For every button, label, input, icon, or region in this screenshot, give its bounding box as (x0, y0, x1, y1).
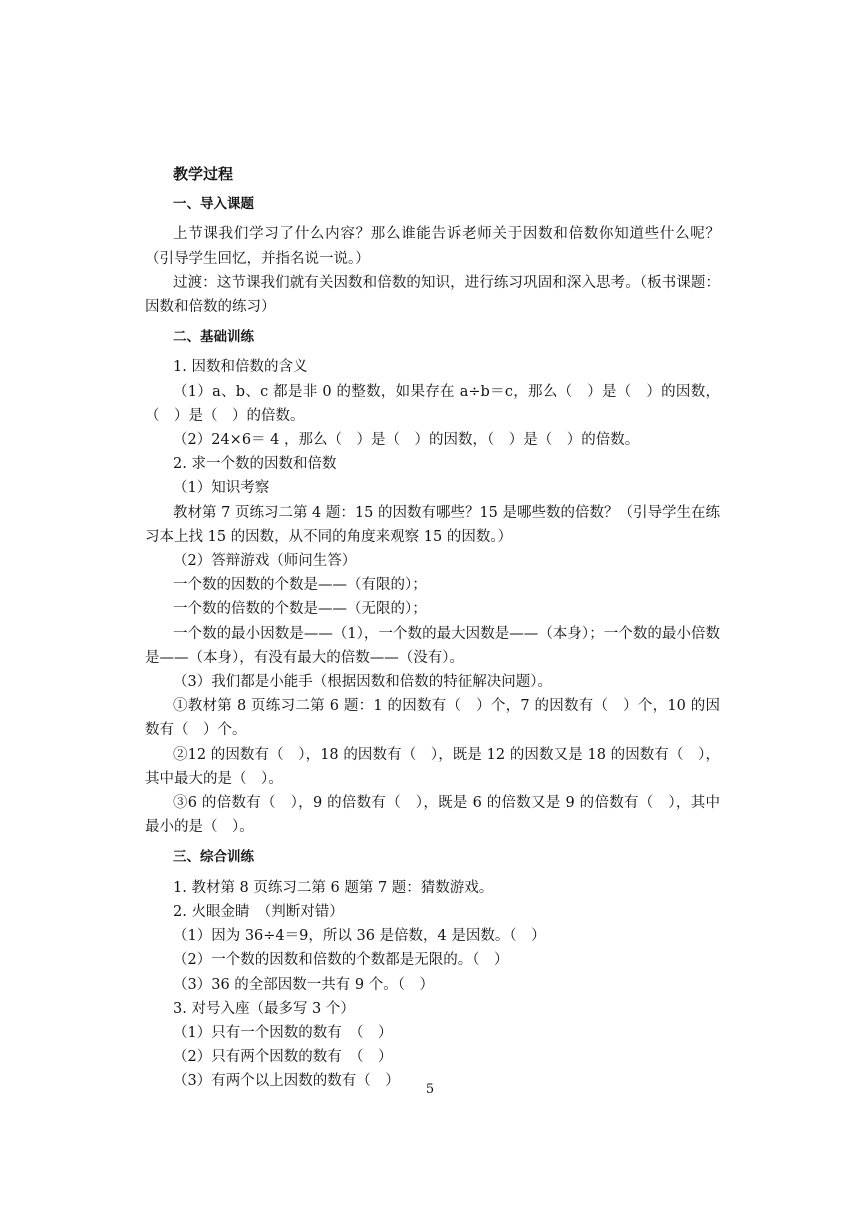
list-item: （1）知识考察 (173, 480, 270, 497)
page-title: 教学过程 (173, 165, 234, 183)
list-item: （3）36 的全部因数一共有 9 个。（ ） (173, 976, 434, 993)
list-item: 3. 对号入座（最多写 3 个） (173, 1000, 355, 1017)
list-item: （2）24×6＝ 4 ，那么（ ）是（ ）的因数，（ ）是（ ）的倍数。 (173, 432, 640, 449)
document-body (145, 162, 720, 1094)
section-heading-intro: 一、导入课题 (173, 196, 254, 213)
paragraph: 一个数的最小因数是——（1），一个数的最大因数是——（本身）；一个数的最小倍数是——（本身），有没有最大的倍数——（没有）。 (145, 625, 720, 666)
list-item: 2. 求一个数的因数和倍数 (173, 456, 337, 473)
list-item: 一个数的倍数的个数是——（无限的）； (173, 601, 427, 618)
list-item: （1）只有一个因数的数有 （ ） (173, 1024, 393, 1041)
list-item: 1. 因数和倍数的含义 (173, 359, 308, 376)
list-item: 2. 火眼金睛 （判断对错） (173, 903, 344, 920)
page-number: 5 (425, 1082, 435, 1097)
section-heading-basic: 二、基础训练 (173, 329, 254, 346)
list-item: （3）我们都是小能手（根据因数和倍数的特征解决问题）。 (173, 674, 552, 691)
list-item: （3）有两个以上因数的数有（ ） (173, 1073, 400, 1090)
list-item: ③6 的倍数有（ ），9 的倍数有（ ），既是 6 的倍数又是 9 的倍数有（ ），其中最小的是（ ）。 (145, 795, 720, 836)
section-heading-comprehensive: 三、综合训练 (173, 849, 254, 866)
list-item: ②12 的因数有（ ），18 的因数有（ ），既是 12 的因数又是 18 的因数有（ ），其中最大的是（ ）。 (145, 746, 720, 787)
list-item: 1. 教材第 8 页练习二第 6 题第 7 题：猜数游戏。 (173, 879, 494, 896)
paragraph: 教材第 7 页练习二第 4 题：15 的因数有哪些？15 是哪些数的倍数？（引导学生在练习本上找 15 的因数，从不同的角度来观察 15 的因数。） (145, 504, 721, 545)
paragraph: 过渡：这节课我们就有关因数和倍数的知识，进行练习巩固和深入思考。（板书课题：因数和倍数的练习） (145, 274, 720, 316)
list-item: （1）a、b、c 都是非 0 的整数，如果存在 a÷b＝c，那么（ ）是（ ）的因数，（ ）是（ ）的倍数。 (145, 383, 720, 424)
list-item: ①教材第 8 页练习二第 6 题：1 的因数有（ ）个，7 的因数有（ ）个，10 的因数有（ ）个。 (145, 698, 720, 739)
list-item: （2）只有两个因数的数有 （ ） (173, 1049, 393, 1066)
list-item: 一个数的因数的个数是——（有限的）； (173, 577, 427, 594)
paragraph: 上节课我们学习了什么内容？那么谁能告诉老师关于因数和倍数你知道些什么呢？（引导学生回忆，并指名说一说。） (145, 226, 720, 267)
list-item: （1）因为 36÷4＝9，所以 36 是倍数，4 是因数。（ ） (173, 928, 546, 945)
list-item: （2）答辩游戏（师问生答） (173, 553, 357, 570)
list-item: （2）一个数的因数和倍数的个数都是无限的。（ ） (173, 952, 509, 969)
